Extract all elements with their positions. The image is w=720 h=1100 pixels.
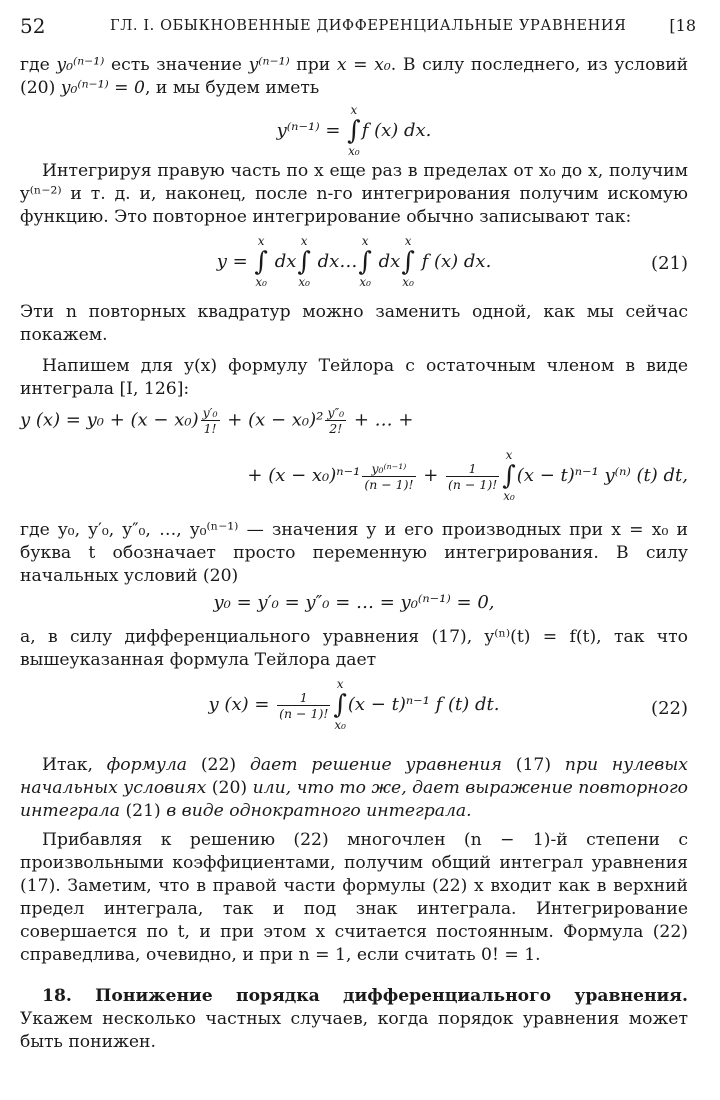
paragraph-2: Интегрируя правую часть по x еще раз в пределах от x₀ до x, получим y⁽ⁿ⁻²⁾ и т. д. и, наконец, после n-го интегрирования получим искомую функцию. Это повторное интегрирование обычно записывают так: bbox=[20, 161, 688, 227]
numerator: y″₀ bbox=[327, 405, 345, 420]
upper-limit: x bbox=[361, 234, 369, 248]
fraction bbox=[362, 461, 415, 492]
paragraph-8: Прибавляя к решению (22) многочлен (n − 1)-й степени с произвольными коэффициентами, получим общий интеграл уравнения (17). Заметим, что в правой части формулы (22) x входит как в верхний предел интеграла, так и под знак интеграла. Интегрирование совершается по t, и при этом x считается постоянным. Формула (22) справедлива, очевидно, и при n = 1, если считать 0! = 1. bbox=[20, 830, 688, 965]
lower-limit: x₀ bbox=[255, 275, 267, 289]
text-span: (22) bbox=[187, 755, 250, 775]
page-header bbox=[20, 12, 696, 40]
italic-span: дает решение уравнения bbox=[249, 755, 502, 775]
equation-22 bbox=[20, 672, 688, 754]
equation-21 bbox=[20, 229, 688, 301]
math-inline: x = x₀ bbox=[336, 55, 391, 75]
integral-sign: ∫ bbox=[358, 247, 372, 277]
equation-initial-conditions bbox=[20, 588, 688, 626]
integral bbox=[358, 235, 372, 289]
integral-sign: ∫ bbox=[333, 690, 347, 720]
integral-sign: ∫ bbox=[502, 461, 516, 491]
integral-sign: ∫ bbox=[401, 247, 415, 277]
math-inline: y⁽ⁿ⁻¹⁾ bbox=[248, 55, 290, 75]
upper-limit: x bbox=[336, 677, 344, 691]
fraction bbox=[325, 405, 346, 436]
fraction bbox=[201, 405, 220, 436]
equation-taylor-line-2 bbox=[20, 445, 688, 519]
lower-limit: x₀ bbox=[359, 275, 371, 289]
paragraph-7 bbox=[20, 754, 688, 823]
eq-term: + bbox=[417, 465, 445, 486]
denominator: (n − 1)! bbox=[279, 705, 329, 721]
integral-sign: ∫ bbox=[347, 116, 361, 146]
denominator: (n − 1)! bbox=[448, 476, 498, 492]
integral bbox=[502, 449, 516, 503]
eq-right: f (x) dx. bbox=[421, 251, 492, 272]
paragraph-1 bbox=[20, 54, 688, 100]
text-span: . В силу последнего, из условий (20) bbox=[20, 55, 689, 98]
eq-right: (x − t)ⁿ⁻¹ y⁽ⁿ⁾ (t) dt, bbox=[516, 465, 688, 486]
eq-term: dx… bbox=[317, 251, 358, 272]
italic-span: формула bbox=[106, 755, 188, 775]
lower-limit: x₀ bbox=[298, 275, 310, 289]
integral bbox=[347, 104, 361, 158]
integral-sign: ∫ bbox=[297, 247, 311, 277]
eq-right: (x − t)ⁿ⁻¹ f (t) dt. bbox=[347, 694, 500, 715]
fraction bbox=[446, 461, 499, 492]
section-heading: 18. Понижение порядка дифференциального уравнения. bbox=[42, 986, 688, 1006]
text-span: есть значение bbox=[104, 55, 249, 75]
text-span: (17) bbox=[501, 755, 565, 775]
equation-taylor-line-1 bbox=[20, 401, 688, 445]
lower-limit: x₀ bbox=[334, 718, 346, 732]
fraction bbox=[277, 690, 330, 721]
eq-term: + … + bbox=[348, 409, 414, 431]
equation-number-22: (22) bbox=[651, 698, 688, 719]
lower-limit: x₀ bbox=[503, 489, 515, 503]
paragraph-5: где y₀, y′₀, y″₀, …, y₀⁽ⁿ⁻¹⁾ — значения y и его производных при x = x₀ и буква t обозначает просто переменную интегрирования. В силу начальных условий (20) bbox=[20, 520, 688, 586]
integral bbox=[254, 235, 268, 289]
paragraph-3: Эти n повторных квадратур можно заменить одной, как мы сейчас покажем. bbox=[20, 302, 688, 345]
math-inline: y₀⁽ⁿ⁻¹⁾ = 0 bbox=[60, 78, 145, 98]
text-span: Итак, bbox=[42, 755, 107, 775]
page bbox=[20, 12, 696, 1054]
integral bbox=[297, 235, 311, 289]
text-span: где bbox=[20, 55, 57, 75]
upper-limit: x bbox=[404, 234, 412, 248]
integral-sign: ∫ bbox=[254, 247, 268, 277]
numerator: y₀⁽ⁿ⁻¹⁾ bbox=[362, 461, 415, 477]
upper-limit: x bbox=[505, 448, 513, 462]
upper-limit: x bbox=[300, 234, 308, 248]
denominator: 2! bbox=[329, 421, 343, 436]
italic-span: в виде однократного интеграла. bbox=[166, 801, 472, 821]
eq-left: y (x) = bbox=[208, 694, 276, 715]
section-marker: [18 bbox=[669, 16, 696, 35]
integral bbox=[401, 235, 415, 289]
paragraph-4: Напишем для y(x) формулу Тейлора с остаточным членом в виде интеграла [I, 126]: bbox=[20, 356, 688, 399]
lower-limit: x₀ bbox=[348, 144, 360, 158]
integral bbox=[333, 678, 347, 732]
eq-left: y = bbox=[216, 251, 254, 272]
italic-span: при нулевых начальных условиях bbox=[20, 755, 689, 798]
lower-limit: x₀ bbox=[402, 275, 414, 289]
eq-term: dx bbox=[378, 251, 401, 272]
running-title: ГЛ. I. ОБЫКНОВЕННЫЕ ДИФФЕРЕНЦИАЛЬНЫЕ УРАВНЕНИЯ bbox=[110, 18, 627, 34]
denominator: 1! bbox=[203, 421, 217, 436]
upper-limit: x bbox=[257, 234, 265, 248]
text-span: (20) bbox=[206, 778, 253, 798]
numerator: 1 bbox=[277, 690, 330, 706]
section-18 bbox=[20, 985, 688, 1054]
numerator: 1 bbox=[446, 461, 499, 477]
denominator: (n − 1)! bbox=[364, 476, 414, 492]
eq-term: + (x − x₀)² bbox=[221, 409, 324, 431]
text-span: при bbox=[289, 55, 337, 75]
eq-right: f (x) dx. bbox=[361, 120, 432, 141]
eq-left: y (x) = y₀ + (x − x₀) bbox=[20, 409, 199, 431]
eq-body: y₀ = y′₀ = y″₀ = … = y₀⁽ⁿ⁻¹⁾ = 0, bbox=[213, 592, 495, 613]
text-span: (21) bbox=[120, 801, 167, 821]
equation-number-21: (21) bbox=[651, 253, 688, 274]
numerator: y′₀ bbox=[202, 405, 218, 420]
paragraph-6: а, в силу дифференциального уравнения (17), y⁽ⁿ⁾(t) = f(t), так что вышеуказанная формула Тейлора дает bbox=[20, 627, 688, 670]
italic-span: или, что то же, дает выражение повторного интеграла bbox=[20, 778, 688, 821]
eq-term: dx bbox=[274, 251, 297, 272]
text-span: Укажем несколько частных случаев, когда порядок уравнения может быть понижен. bbox=[20, 1009, 688, 1052]
upper-limit: x bbox=[350, 103, 358, 117]
math-inline: y₀⁽ⁿ⁻¹⁾ bbox=[56, 55, 105, 75]
equation-integral bbox=[20, 100, 688, 160]
eq-term: + (x − x₀)ⁿ⁻¹ bbox=[247, 465, 361, 486]
page-number: 52 bbox=[20, 14, 46, 38]
eq-left: y⁽ⁿ⁻¹⁾ = bbox=[276, 120, 347, 141]
text-span: , и мы будем иметь bbox=[144, 78, 320, 98]
